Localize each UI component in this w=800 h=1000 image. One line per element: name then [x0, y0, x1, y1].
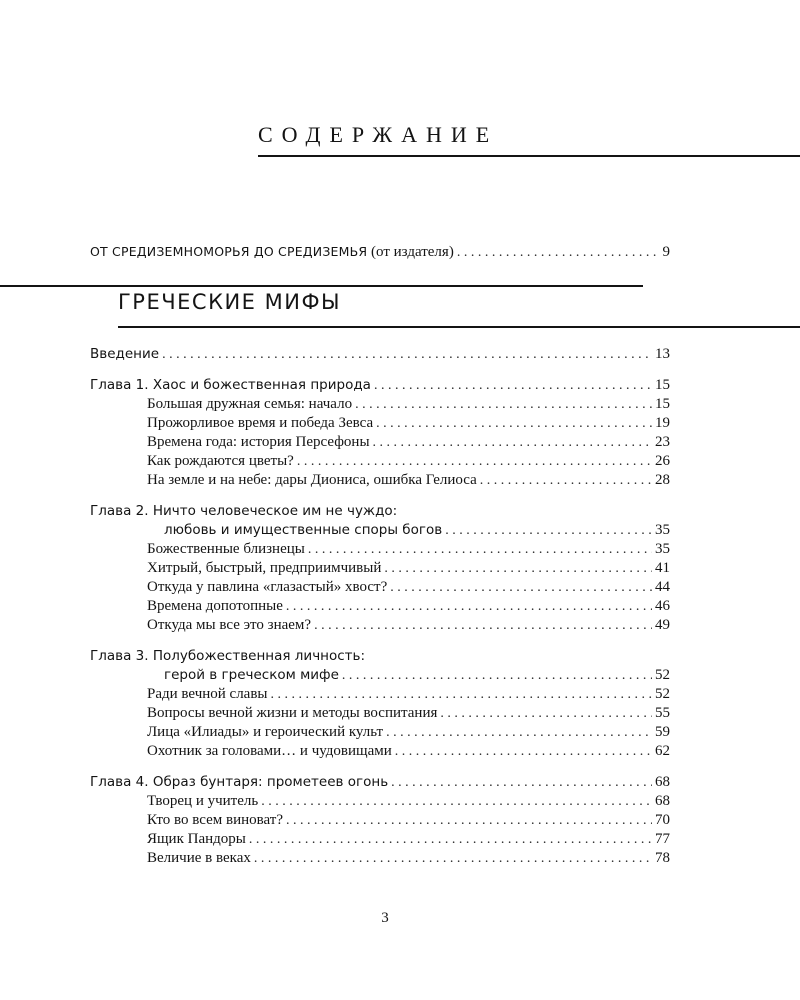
entry-page-number: 59: [655, 724, 670, 740]
entry-page-number: 15: [655, 396, 670, 412]
dot-leader: [445, 523, 652, 539]
toc-subentry[interactable]: [90, 724, 670, 743]
dot-leader: [342, 668, 652, 684]
subentry-title: Ящик Пандоры: [147, 831, 246, 847]
toc-subentry[interactable]: [90, 705, 670, 724]
entry-page-number: 26: [655, 453, 670, 469]
toc-subentry[interactable]: [90, 579, 670, 598]
entry-page-number: 13: [655, 346, 670, 362]
toc-entry-chapter-3-continued[interactable]: [90, 667, 670, 686]
toc-subentry[interactable]: [90, 560, 670, 579]
toc-entry-chapter-2-continued[interactable]: [90, 522, 670, 541]
subentry-title: Лица «Илиады» и героический культ: [147, 724, 384, 740]
toc-entry-chapter-1[interactable]: [90, 377, 670, 396]
dot-leader: [297, 454, 652, 470]
entry-page-number: 44: [655, 579, 670, 595]
entry-page-number: 19: [655, 415, 670, 431]
toc-subentry[interactable]: [90, 541, 670, 560]
chapter-title: Глава 3. Полубожественная личность:: [90, 648, 366, 664]
subentry-title: Творец и учитель: [147, 793, 259, 809]
subentry-title: Времена допотопные: [147, 598, 283, 614]
subentry-title: Откуда у павлина «глазастый» хвост?: [147, 579, 388, 595]
entry-page-number: 41: [655, 560, 670, 576]
dot-leader: [286, 813, 652, 829]
dot-leader: [374, 378, 652, 394]
entry-page-number: 35: [655, 522, 670, 538]
dot-leader: [391, 775, 652, 791]
entry-page-number: 46: [655, 598, 670, 614]
subentry-title: Кто во всем виноват?: [147, 812, 284, 828]
subentry-title: Вопросы вечной жизни и методы воспитания: [147, 705, 438, 721]
toc-subentry[interactable]: [90, 453, 670, 472]
dot-leader: [271, 687, 653, 703]
dot-leader: [254, 851, 652, 867]
subentry-title: Ради вечной славы: [147, 686, 268, 702]
toc-subentry[interactable]: [90, 598, 670, 617]
toc-subentry[interactable]: [90, 434, 670, 453]
toc-group-chapter-1: [90, 377, 670, 491]
table-of-contents: [90, 346, 670, 869]
toc-entry-publisher-note[interactable]: [90, 244, 670, 261]
toc-entry-chapter-4[interactable]: [90, 774, 670, 793]
chapter-title: Глава 1. Хаос и божественная природа: [90, 377, 371, 393]
page-title: СОДЕРЖАНИЕ: [258, 122, 499, 147]
subentry-title: Прожорливое время и победа Зевса: [147, 415, 374, 431]
entry-page-number: 55: [655, 705, 670, 721]
entry-page-number: 68: [655, 793, 670, 809]
entry-page-number: 70: [655, 812, 670, 828]
entry-page-number: 77: [655, 831, 670, 847]
entry-page-number: 23: [655, 434, 670, 450]
dot-leader: [390, 580, 652, 596]
toc-subentry[interactable]: [90, 831, 670, 850]
entry-page-number: 52: [655, 686, 670, 702]
toc-subentry[interactable]: [90, 812, 670, 831]
entry-page-number: 49: [655, 617, 670, 633]
toc-subentry[interactable]: [90, 793, 670, 812]
subentry-title: Как рождаются цветы?: [147, 453, 294, 469]
entry-page-number: 9: [662, 244, 670, 260]
section-rule-top: [0, 285, 643, 287]
dot-leader: [162, 347, 652, 363]
toc-entry-chapter-2[interactable]: [90, 503, 670, 522]
entry-page-number: 62: [655, 743, 670, 759]
title-rule: [258, 155, 800, 157]
subentry-title: Времена года: история Персефоны: [147, 434, 370, 450]
chapter-title: Глава 2. Ничто человеческое им не чуждо:: [90, 503, 398, 519]
section-title: ГРЕЧЕСКИЕ МИФЫ: [118, 290, 342, 314]
dot-leader: [480, 473, 652, 489]
subentry-title: Откуда мы все это знаем?: [147, 617, 312, 633]
dot-leader: [376, 416, 652, 432]
chapter-title-continued: любовь и имущественные споры богов: [164, 522, 443, 538]
dot-leader: [457, 245, 660, 261]
toc-group-chapter-3: [90, 648, 670, 762]
dot-leader: [395, 744, 652, 760]
toc-subentry[interactable]: [90, 415, 670, 434]
toc-group-chapter-2: [90, 503, 670, 636]
subentry-title: На земле и на небе: дары Диониса, ошибка Гелиоса: [147, 472, 477, 488]
dot-leader: [386, 725, 652, 741]
chapter-title-continued: герой в греческом мифе: [164, 667, 339, 683]
dot-leader: [249, 832, 652, 848]
entry-title-note: (от издателя): [367, 244, 454, 260]
entry-page-number: 52: [655, 667, 670, 683]
toc-entry-chapter-3[interactable]: [90, 648, 670, 667]
toc-subentry[interactable]: [90, 686, 670, 705]
entry-page-number: 35: [655, 541, 670, 557]
dot-leader: [314, 618, 652, 634]
toc-subentry[interactable]: [90, 617, 670, 636]
subentry-title: Божественные близнецы: [147, 541, 305, 557]
dot-leader: [261, 794, 652, 810]
section-rule-bottom: [118, 326, 800, 328]
subentry-title: Охотник за головами… и чудовищами: [147, 743, 392, 759]
entry-title: Введение: [90, 346, 160, 362]
toc-group-chapter-4: [90, 774, 670, 869]
toc-entry-introduction[interactable]: [90, 346, 670, 365]
subentry-title: Величие в веках: [147, 850, 251, 866]
entry-title-caps: ОТ СРЕДИЗЕМНОМОРЬЯ ДО СРЕДИЗЕМЬЯ: [90, 244, 368, 259]
dot-leader: [373, 435, 652, 451]
dot-leader: [355, 397, 652, 413]
toc-subentry[interactable]: [90, 396, 670, 415]
entry-page-number: 68: [655, 774, 670, 790]
toc-subentry[interactable]: [90, 850, 670, 869]
folio-page-number: 3: [381, 910, 389, 926]
toc-subentry[interactable]: [90, 472, 670, 491]
dot-leader: [440, 706, 652, 722]
dot-leader: [308, 542, 652, 558]
toc-subentry[interactable]: [90, 743, 670, 762]
dot-leader: [384, 561, 652, 577]
dot-leader: [286, 599, 652, 615]
subentry-title: Большая дружная семья: начало: [147, 396, 353, 412]
toc-group-introduction: [90, 346, 670, 365]
chapter-title: Глава 4. Образ бунтаря: прометеев огонь: [90, 774, 389, 790]
entry-page-number: 78: [655, 850, 670, 866]
entry-page-number: 15: [655, 377, 670, 393]
subentry-title: Хитрый, быстрый, предприимчивый: [147, 560, 382, 576]
entry-page-number: 28: [655, 472, 670, 488]
